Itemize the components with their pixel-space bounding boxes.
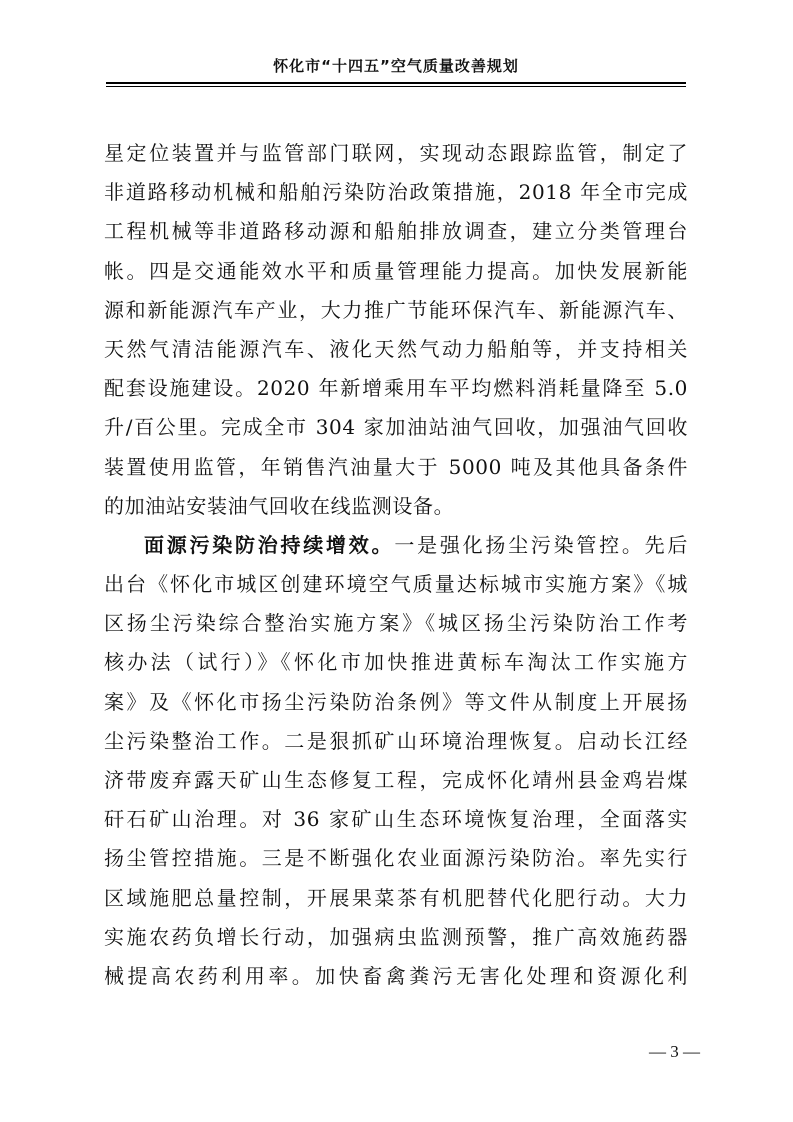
body-text bbox=[104, 134, 688, 996]
text-line: 区域施肥总量控制，开展果菜茶有机肥替代化肥行动。大力 bbox=[104, 885, 688, 910]
text-line: 济带废弃露天矿山生态修复工程，完成怀化靖州县金鸡岩煤 bbox=[104, 768, 688, 792]
text-line: 升/百公里。完成全市 304 家加油站油气回收，加强油气回收 bbox=[104, 415, 688, 440]
text-line: 非道路移动机械和船舶污染防治政策措施，2018 年全市完成 bbox=[104, 180, 688, 205]
text-line: 装置使用监管，年销售汽油量大于 5000 吨及其他具备条件 bbox=[104, 454, 688, 479]
text-line: 配套设施建设。2020 年新增乘用车平均燃料消耗量降至 5.0 bbox=[104, 376, 688, 401]
paragraph-first-line bbox=[104, 526, 688, 565]
text-line: 扬尘管控措施。三是不断强化农业面源污染防治。率先实行 bbox=[104, 846, 688, 871]
text-line: 出台《怀化市城区创建环境空气质量达标城市实施方案》《城 bbox=[104, 572, 688, 597]
page-header-title: 怀化市“十四五”空气质量改善规划 bbox=[273, 57, 519, 75]
text-line: 工程机械等非道路移动源和船舶排放调查，建立分类管理台 bbox=[104, 219, 688, 244]
header-rule-thin bbox=[106, 86, 686, 87]
text-line: 核办法（试行）》《怀化市加快推进黄标车淘汰工作实施方 bbox=[104, 650, 688, 675]
text-line: 械提高农药利用率。加快畜禽粪污无害化处理和资源化利 bbox=[104, 963, 688, 988]
text-line: 星定位装置并与监管部门联网，实现动态跟踪监管，制定了 bbox=[104, 141, 688, 165]
paragraph-first-line-text: 一是强化扬尘污染管控。先后 bbox=[394, 532, 688, 557]
page-number: — 3 — bbox=[649, 1042, 700, 1061]
text-line: 矸石矿山治理。对 36 家矿山生态环境恢复治理，全面落实 bbox=[104, 807, 688, 832]
paragraph-heading: 面源污染防治持续增效。 bbox=[144, 532, 395, 557]
text-line: 的加油站安装油气回收在线监测设备。 bbox=[104, 493, 455, 518]
header-rule-thick bbox=[106, 82, 686, 84]
text-line: 案》及《怀化市扬尘污染防治条例》等文件从制度上开展扬 bbox=[104, 689, 688, 714]
text-line: 源和新能源汽车产业，大力推广节能环保汽车、新能源汽车、 bbox=[104, 297, 688, 322]
text-line: 帐。四是交通能效水平和质量管理能力提高。加快发展新能 bbox=[104, 258, 688, 283]
text-line: 尘污染整治工作。二是狠抓矿山环境治理恢复。启动长江经 bbox=[104, 728, 688, 753]
text-line: 实施农药负增长行动，加强病虫监测预警，推广高效施药器 bbox=[104, 924, 688, 949]
text-line: 天然气清洁能源汽车、液化天然气动力船舶等，并支持相关 bbox=[104, 336, 688, 361]
text-line: 区扬尘污染综合整治实施方案》《城区扬尘污染防治工作考 bbox=[104, 611, 688, 636]
